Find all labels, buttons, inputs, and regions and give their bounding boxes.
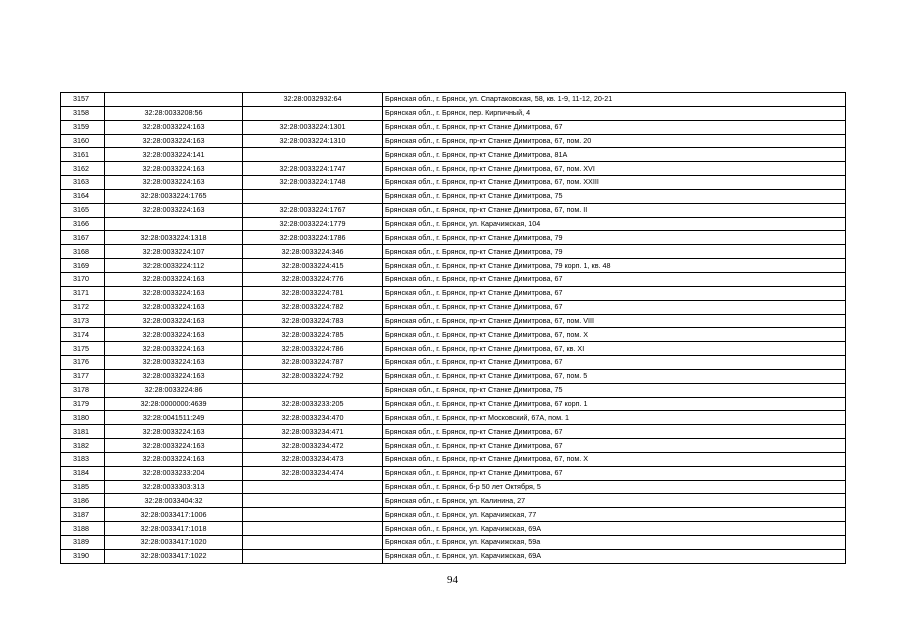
table-row bbox=[61, 425, 846, 439]
table-row bbox=[61, 508, 846, 522]
address-cell: Брянская обл., г. Брянск, пр-кт Станке Димитрова, 67 bbox=[383, 466, 846, 480]
table-row bbox=[61, 383, 846, 397]
address-cell: Брянская обл., г. Брянск, пр-кт Станке Димитрова, 67, кв. XI bbox=[383, 342, 846, 356]
row-number-cell: 3164 bbox=[61, 189, 105, 203]
table-row bbox=[61, 452, 846, 466]
table-row bbox=[61, 134, 846, 148]
land-parcel-cadastral-number-cell: 32:28:0033417:1006 bbox=[105, 508, 243, 522]
table-row bbox=[61, 356, 846, 370]
building-cadastral-number-cell: 32:28:0033224:1747 bbox=[243, 162, 383, 176]
address-cell: Брянская обл., г. Брянск, пр-кт Станке Димитрова, 67, пом. 20 bbox=[383, 134, 846, 148]
land-parcel-cadastral-number-cell: 32:28:0033224:163 bbox=[105, 452, 243, 466]
address-cell: Брянская обл., г. Брянск, ул. Карачижская, 69А bbox=[383, 549, 846, 563]
land-parcel-cadastral-number-cell: 32:28:0033224:163 bbox=[105, 162, 243, 176]
address-cell: Брянская обл., г. Брянск, б-р 50 лет Октября, 5 bbox=[383, 480, 846, 494]
land-parcel-cadastral-number-cell: 32:28:0033224:163 bbox=[105, 328, 243, 342]
building-cadastral-number-cell: 32:28:0033224:776 bbox=[243, 272, 383, 286]
row-number-cell: 3189 bbox=[61, 536, 105, 550]
table-row bbox=[61, 93, 846, 107]
row-number-cell: 3179 bbox=[61, 397, 105, 411]
address-cell: Брянская обл., г. Брянск, пр-кт Станке Димитрова, 67, пом. II bbox=[383, 203, 846, 217]
row-number-cell: 3188 bbox=[61, 522, 105, 536]
address-cell: Брянская обл., г. Брянск, пр-кт Станке Димитрова, 67, пом. X bbox=[383, 328, 846, 342]
table-row bbox=[61, 522, 846, 536]
table-row bbox=[61, 328, 846, 342]
building-cadastral-number-cell: 32:28:0033224:792 bbox=[243, 369, 383, 383]
row-number-cell: 3190 bbox=[61, 549, 105, 563]
building-cadastral-number-cell: 32:28:0033224:786 bbox=[243, 342, 383, 356]
table-row bbox=[61, 272, 846, 286]
building-cadastral-number-cell bbox=[243, 480, 383, 494]
land-parcel-cadastral-number-cell: 32:28:0033224:163 bbox=[105, 369, 243, 383]
address-cell: Брянская обл., г. Брянск, пр-кт Станке Димитрова, 67 bbox=[383, 286, 846, 300]
row-number-cell: 3165 bbox=[61, 203, 105, 217]
address-cell: Брянская обл., г. Брянск, пр-кт Станке Димитрова, 67 bbox=[383, 300, 846, 314]
land-parcel-cadastral-number-cell: 32:28:0033404:32 bbox=[105, 494, 243, 508]
row-number-cell: 3170 bbox=[61, 272, 105, 286]
address-cell: Брянская обл., г. Брянск, пр-кт Станке Димитрова, 67 bbox=[383, 439, 846, 453]
table-row bbox=[61, 411, 846, 425]
address-cell: Брянская обл., г. Брянск, ул. Карачижская, 77 bbox=[383, 508, 846, 522]
land-parcel-cadastral-number-cell: 32:28:0033224:1318 bbox=[105, 231, 243, 245]
row-number-cell: 3168 bbox=[61, 245, 105, 259]
row-number-cell: 3176 bbox=[61, 356, 105, 370]
land-parcel-cadastral-number-cell: 32:28:0033417:1022 bbox=[105, 549, 243, 563]
cadastral-table bbox=[60, 92, 846, 564]
row-number-cell: 3178 bbox=[61, 383, 105, 397]
row-number-cell: 3177 bbox=[61, 369, 105, 383]
address-cell: Брянская обл., г. Брянск, пр-кт Станке Димитрова, 79 bbox=[383, 231, 846, 245]
land-parcel-cadastral-number-cell: 32:28:0033224:107 bbox=[105, 245, 243, 259]
row-number-cell: 3174 bbox=[61, 328, 105, 342]
row-number-cell: 3160 bbox=[61, 134, 105, 148]
row-number-cell: 3172 bbox=[61, 300, 105, 314]
row-number-cell: 3161 bbox=[61, 148, 105, 162]
address-cell: Брянская обл., г. Брянск, пр-кт Станке Димитрова, 67 корп. 1 bbox=[383, 397, 846, 411]
row-number-cell: 3159 bbox=[61, 120, 105, 134]
land-parcel-cadastral-number-cell: 32:28:0033233:204 bbox=[105, 466, 243, 480]
table-row bbox=[61, 466, 846, 480]
building-cadastral-number-cell bbox=[243, 522, 383, 536]
table-row bbox=[61, 189, 846, 203]
table-row bbox=[61, 245, 846, 259]
building-cadastral-number-cell bbox=[243, 383, 383, 397]
row-number-cell: 3181 bbox=[61, 425, 105, 439]
building-cadastral-number-cell: 32:28:0033224:346 bbox=[243, 245, 383, 259]
table-row bbox=[61, 259, 846, 273]
table-row bbox=[61, 148, 846, 162]
table-row bbox=[61, 176, 846, 190]
land-parcel-cadastral-number-cell: 32:28:0033224:163 bbox=[105, 203, 243, 217]
land-parcel-cadastral-number-cell: 32:28:0033224:163 bbox=[105, 439, 243, 453]
row-number-cell: 3186 bbox=[61, 494, 105, 508]
page-number: 94 bbox=[447, 574, 458, 586]
address-cell: Брянская обл., г. Брянск, ул. Калинина, 27 bbox=[383, 494, 846, 508]
land-parcel-cadastral-number-cell: 32:28:0033224:112 bbox=[105, 259, 243, 273]
building-cadastral-number-cell: 32:28:0033234:474 bbox=[243, 466, 383, 480]
address-cell: Брянская обл., г. Брянск, пр-кт Станке Димитрова, 79 корп. 1, кв. 48 bbox=[383, 259, 846, 273]
land-parcel-cadastral-number-cell: 32:28:0041511:249 bbox=[105, 411, 243, 425]
row-number-cell: 3187 bbox=[61, 508, 105, 522]
land-parcel-cadastral-number-cell: 32:28:0033303:313 bbox=[105, 480, 243, 494]
land-parcel-cadastral-number-cell: 32:28:0033224:86 bbox=[105, 383, 243, 397]
table-row bbox=[61, 342, 846, 356]
table-row bbox=[61, 549, 846, 563]
land-parcel-cadastral-number-cell: 32:28:0033224:163 bbox=[105, 272, 243, 286]
building-cadastral-number-cell: 32:28:0033234:471 bbox=[243, 425, 383, 439]
land-parcel-cadastral-number-cell: 32:28:0033224:163 bbox=[105, 286, 243, 300]
address-cell: Брянская обл., г. Брянск, пр-кт Станке Димитрова, 67 bbox=[383, 356, 846, 370]
address-cell: Брянская обл., г. Брянск, ул. Карачижская, 69А bbox=[383, 522, 846, 536]
table-row bbox=[61, 300, 846, 314]
table-row bbox=[61, 217, 846, 231]
building-cadastral-number-cell: 32:28:0033234:470 bbox=[243, 411, 383, 425]
row-number-cell: 3158 bbox=[61, 106, 105, 120]
address-cell: Брянская обл., г. Брянск, пр-кт Станке Димитрова, 67, пом. 5 bbox=[383, 369, 846, 383]
land-parcel-cadastral-number-cell: 32:28:0033417:1018 bbox=[105, 522, 243, 536]
building-cadastral-number-cell bbox=[243, 106, 383, 120]
building-cadastral-number-cell: 32:28:0033224:1748 bbox=[243, 176, 383, 190]
address-cell: Брянская обл., г. Брянск, пр-кт Станке Димитрова, 67, пом. VIII bbox=[383, 314, 846, 328]
land-parcel-cadastral-number-cell: 32:28:0033224:163 bbox=[105, 300, 243, 314]
row-number-cell: 3163 bbox=[61, 176, 105, 190]
building-cadastral-number-cell: 32:28:0033224:781 bbox=[243, 286, 383, 300]
building-cadastral-number-cell bbox=[243, 494, 383, 508]
table-row bbox=[61, 162, 846, 176]
building-cadastral-number-cell: 32:28:0033234:473 bbox=[243, 452, 383, 466]
row-number-cell: 3169 bbox=[61, 259, 105, 273]
table-row bbox=[61, 106, 846, 120]
building-cadastral-number-cell bbox=[243, 189, 383, 203]
address-cell: Брянская обл., г. Брянск, ул. Карачижская, 59а bbox=[383, 536, 846, 550]
building-cadastral-number-cell bbox=[243, 536, 383, 550]
building-cadastral-number-cell: 32:28:0033224:415 bbox=[243, 259, 383, 273]
table-row bbox=[61, 536, 846, 550]
address-cell: Брянская обл., г. Брянск, пр-кт Станке Димитрова, 75 bbox=[383, 383, 846, 397]
row-number-cell: 3185 bbox=[61, 480, 105, 494]
building-cadastral-number-cell bbox=[243, 508, 383, 522]
table-row bbox=[61, 369, 846, 383]
land-parcel-cadastral-number-cell: 32:28:0000000:4639 bbox=[105, 397, 243, 411]
row-number-cell: 3157 bbox=[61, 93, 105, 107]
building-cadastral-number-cell: 32:28:0032932:64 bbox=[243, 93, 383, 107]
building-cadastral-number-cell bbox=[243, 148, 383, 162]
address-cell: Брянская обл., г. Брянск, пр-кт Станке Димитрова, 67, пом. XXIII bbox=[383, 176, 846, 190]
row-number-cell: 3171 bbox=[61, 286, 105, 300]
land-parcel-cadastral-number-cell: 32:28:0033224:1765 bbox=[105, 189, 243, 203]
land-parcel-cadastral-number-cell: 32:28:0033208:56 bbox=[105, 106, 243, 120]
land-parcel-cadastral-number-cell: 32:28:0033224:163 bbox=[105, 314, 243, 328]
building-cadastral-number-cell: 32:28:0033234:472 bbox=[243, 439, 383, 453]
land-parcel-cadastral-number-cell: 32:28:0033224:163 bbox=[105, 425, 243, 439]
building-cadastral-number-cell: 32:28:0033224:783 bbox=[243, 314, 383, 328]
land-parcel-cadastral-number-cell: 32:28:0033224:163 bbox=[105, 342, 243, 356]
land-parcel-cadastral-number-cell: 32:28:0033224:163 bbox=[105, 356, 243, 370]
table-row bbox=[61, 494, 846, 508]
row-number-cell: 3180 bbox=[61, 411, 105, 425]
building-cadastral-number-cell: 32:28:0033224:1767 bbox=[243, 203, 383, 217]
building-cadastral-number-cell: 32:28:0033224:1310 bbox=[243, 134, 383, 148]
land-parcel-cadastral-number-cell bbox=[105, 93, 243, 107]
table-row bbox=[61, 203, 846, 217]
row-number-cell: 3184 bbox=[61, 466, 105, 480]
row-number-cell: 3183 bbox=[61, 452, 105, 466]
address-cell: Брянская обл., г. Брянск, ул. Спартаковская, 58, кв. 1-9, 11-12, 20-21 bbox=[383, 93, 846, 107]
building-cadastral-number-cell: 32:28:0033224:787 bbox=[243, 356, 383, 370]
table-row bbox=[61, 286, 846, 300]
address-cell: Брянская обл., г. Брянск, пр-кт Станке Димитрова, 67, пом. XVI bbox=[383, 162, 846, 176]
address-cell: Брянская обл., г. Брянск, пр-кт Станке Димитрова, 81А bbox=[383, 148, 846, 162]
land-parcel-cadastral-number-cell: 32:28:0033417:1020 bbox=[105, 536, 243, 550]
address-cell: Брянская обл., г. Брянск, пр-кт Московский, 67А, пом. 1 bbox=[383, 411, 846, 425]
row-number-cell: 3175 bbox=[61, 342, 105, 356]
land-parcel-cadastral-number-cell: 32:28:0033224:141 bbox=[105, 148, 243, 162]
address-cell: Брянская обл., г. Брянск, пер. Кирпичный, 4 bbox=[383, 106, 846, 120]
table-row bbox=[61, 397, 846, 411]
address-cell: Брянская обл., г. Брянск, пр-кт Станке Димитрова, 67 bbox=[383, 425, 846, 439]
row-number-cell: 3162 bbox=[61, 162, 105, 176]
land-parcel-cadastral-number-cell bbox=[105, 217, 243, 231]
address-cell: Брянская обл., г. Брянск, пр-кт Станке Димитрова, 67 bbox=[383, 272, 846, 286]
land-parcel-cadastral-number-cell: 32:28:0033224:163 bbox=[105, 120, 243, 134]
row-number-cell: 3182 bbox=[61, 439, 105, 453]
row-number-cell: 3173 bbox=[61, 314, 105, 328]
building-cadastral-number-cell: 32:28:0033224:1786 bbox=[243, 231, 383, 245]
land-parcel-cadastral-number-cell: 32:28:0033224:163 bbox=[105, 176, 243, 190]
building-cadastral-number-cell: 32:28:0033224:1301 bbox=[243, 120, 383, 134]
cadastral-table-container bbox=[60, 92, 845, 564]
table-row bbox=[61, 439, 846, 453]
table-row bbox=[61, 314, 846, 328]
address-cell: Брянская обл., г. Брянск, пр-кт Станке Димитрова, 67 bbox=[383, 120, 846, 134]
table-row bbox=[61, 231, 846, 245]
address-cell: Брянская обл., г. Брянск, пр-кт Станке Димитрова, 67, пом. X bbox=[383, 452, 846, 466]
land-parcel-cadastral-number-cell: 32:28:0033224:163 bbox=[105, 134, 243, 148]
building-cadastral-number-cell bbox=[243, 549, 383, 563]
address-cell: Брянская обл., г. Брянск, пр-кт Станке Димитрова, 75 bbox=[383, 189, 846, 203]
address-cell: Брянская обл., г. Брянск, ул. Карачижская, 104 bbox=[383, 217, 846, 231]
table-row bbox=[61, 480, 846, 494]
row-number-cell: 3166 bbox=[61, 217, 105, 231]
row-number-cell: 3167 bbox=[61, 231, 105, 245]
building-cadastral-number-cell: 32:28:0033224:785 bbox=[243, 328, 383, 342]
building-cadastral-number-cell: 32:28:0033224:1779 bbox=[243, 217, 383, 231]
table-row bbox=[61, 120, 846, 134]
table-body bbox=[61, 93, 846, 564]
building-cadastral-number-cell: 32:28:0033224:782 bbox=[243, 300, 383, 314]
address-cell: Брянская обл., г. Брянск, пр-кт Станке Димитрова, 79 bbox=[383, 245, 846, 259]
building-cadastral-number-cell: 32:28:0033233:205 bbox=[243, 397, 383, 411]
